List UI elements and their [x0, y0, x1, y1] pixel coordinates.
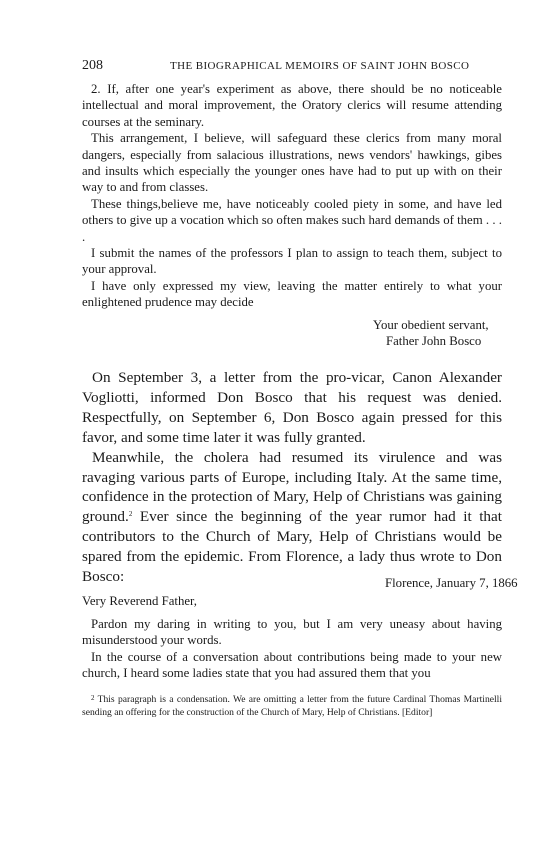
letter-paragraph: 2. If, after one year's experiment as above, there should be no noticeable intellectual and moral improvement, the Oratory clerics will resume attending courses at the seminary. — [82, 82, 502, 129]
page-number: 208 — [82, 58, 103, 73]
footnote-marker: 2 — [91, 694, 95, 702]
second-letter-body — [82, 616, 502, 682]
letter-paragraph: I have only expressed my view, leaving the matter entirely to what your enlightened prudence may decide — [82, 278, 502, 310]
running-title: THE BIOGRAPHICAL MEMOIRS OF SAINT JOHN BOSCO — [170, 60, 470, 72]
signature-closing: Your obedient servant, — [373, 318, 489, 332]
letter-paragraph: These things,believe me, have noticeably cooled piety in some, and have led others to give up a vocation which so often makes such hard demands of them . . . . — [82, 196, 502, 244]
footnote-text: This paragraph is a condensation. We are omitting a letter from the future Cardinal Thomas Martinelli sending an offering for the construction of the Church of Mary, Help of Christians. [Editor] — [82, 694, 502, 718]
signature-name: Father John Bosco — [386, 334, 482, 348]
letter-paragraph: Pardon my daring in writing to you, but I am very uneasy about having misunderstood your words. — [82, 617, 502, 648]
narrative-paragraph: On September 3, a letter from the pro-vicar, Canon Alexander Vogliotti, informed Don Bosco that his request was denied. Respectfully, on September 6, Don Bosco again pressed for this favor, and some time later it was fully granted. — [82, 369, 502, 446]
letter-body — [82, 81, 502, 311]
letter-paragraph: In the course of a conversation about contributions being made to your new church, I heard some ladies state that you had assured them that you — [82, 649, 502, 681]
narrative-paragraph: Meanwhile, the cholera had resumed its virulence and was ravaging various parts of Europe, including Italy. At the same time, confidence in the protection of Mary, Help of Christians was gaining ground.$^2$ Ever since the beginning of the year rumor had it that contributors to the Church of Mary, Help of Christians would be spared from the epidemic. From Florence, a lady thus wrote to Don Bosco: — [82, 448, 502, 586]
footnote-reference: 2 — [128, 510, 133, 519]
narrative-body — [82, 368, 502, 587]
footnote — [82, 694, 502, 719]
letter-paragraph: I submit the names of the professors I plan to assign to teach them, subject to your approval. — [82, 246, 502, 277]
letter-salutation: Very Reverend Father, — [82, 594, 197, 608]
letter-paragraph: This arrangement, I believe, will safeguard these clerics from many moral dangers, especially from salacious illustrations, news vendors' hawkings, gibes and insults which especially the younger ones have had to put up with on their way to and from classes. — [82, 131, 502, 195]
letter-place-date: Florence, January 7, 1866 — [385, 576, 518, 590]
